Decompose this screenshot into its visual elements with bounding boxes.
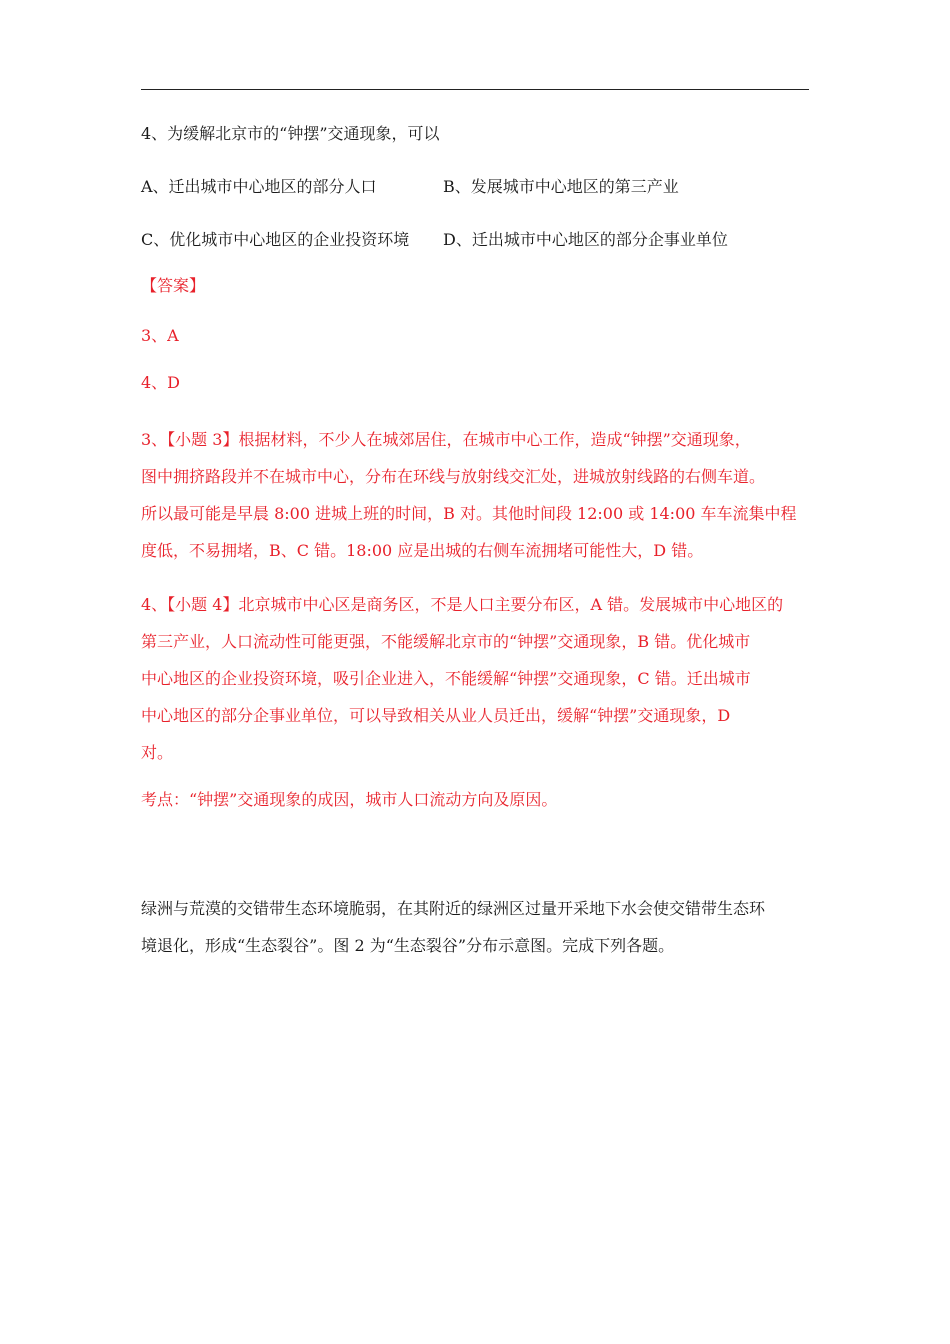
analysis-q4-line: 4、【小题 4】北京城市中心区是商务区，不是人口主要分布区，A 错。发展城市中心地区的 <box>141 595 784 614</box>
header-rule <box>141 89 809 90</box>
analysis-q4-line: 对。 <box>141 743 174 762</box>
option-d: D、迁出城市中心地区的部分企事业单位 <box>443 230 728 249</box>
option-a: A、迁出城市中心地区的部分人口 <box>141 177 377 196</box>
answer-heading: 【答案】 <box>141 276 206 295</box>
answer-item-3: 3、A <box>141 326 179 345</box>
analysis-q4-line: 中心地区的企业投资环境，吸引企业进入，不能缓解“钟摆”交通现象，C 错。迁出城市 <box>141 669 751 688</box>
analysis-q3-line: 图中拥挤路段并不在城市中心，分布在环线与放射线交汇处，进城放射线路的右侧车道。 <box>141 467 766 486</box>
passage-line: 绿洲与荒漠的交错带生态环境脆弱，在其附近的绿洲区过量开采地下水会使交错带生态环 <box>141 899 766 918</box>
kaodian-note: 考点：“钟摆”交通现象的成因，城市人口流动方向及原因。 <box>141 790 558 809</box>
analysis-q4-line: 第三产业，人口流动性可能更强，不能缓解北京市的“钟摆”交通现象，B 错。优化城市 <box>141 632 751 651</box>
option-c: C、优化城市中心地区的企业投资环境 <box>141 230 410 249</box>
question-stem: 4、为缓解北京市的“钟摆”交通现象，可以 <box>141 124 440 143</box>
passage-line: 境退化，形成“生态裂谷”。图 2 为“生态裂谷”分布示意图。完成下列各题。 <box>141 936 675 955</box>
option-b: B、发展城市中心地区的第三产业 <box>443 177 679 196</box>
analysis-q3-line: 度低，不易拥堵，B、C 错。18:00 应是出城的右侧车流拥堵可能性大，D 错。 <box>141 541 704 560</box>
analysis-q3-line: 3、【小题 3】根据材料，不少人在城郊居住，在城市中心工作，造成“钟摆”交通现象， <box>141 430 751 449</box>
analysis-q3-line: 所以最可能是早晨 8:00 进城上班的时间，B 对。其他时间段 12:00 或 14:00 车车流集中程 <box>141 504 797 523</box>
analysis-q4-line: 中心地区的部分企事业单位，可以导致相关从业人员迁出，缓解“钟摆”交通现象，D <box>141 706 731 725</box>
answer-item-4: 4、D <box>141 373 181 392</box>
